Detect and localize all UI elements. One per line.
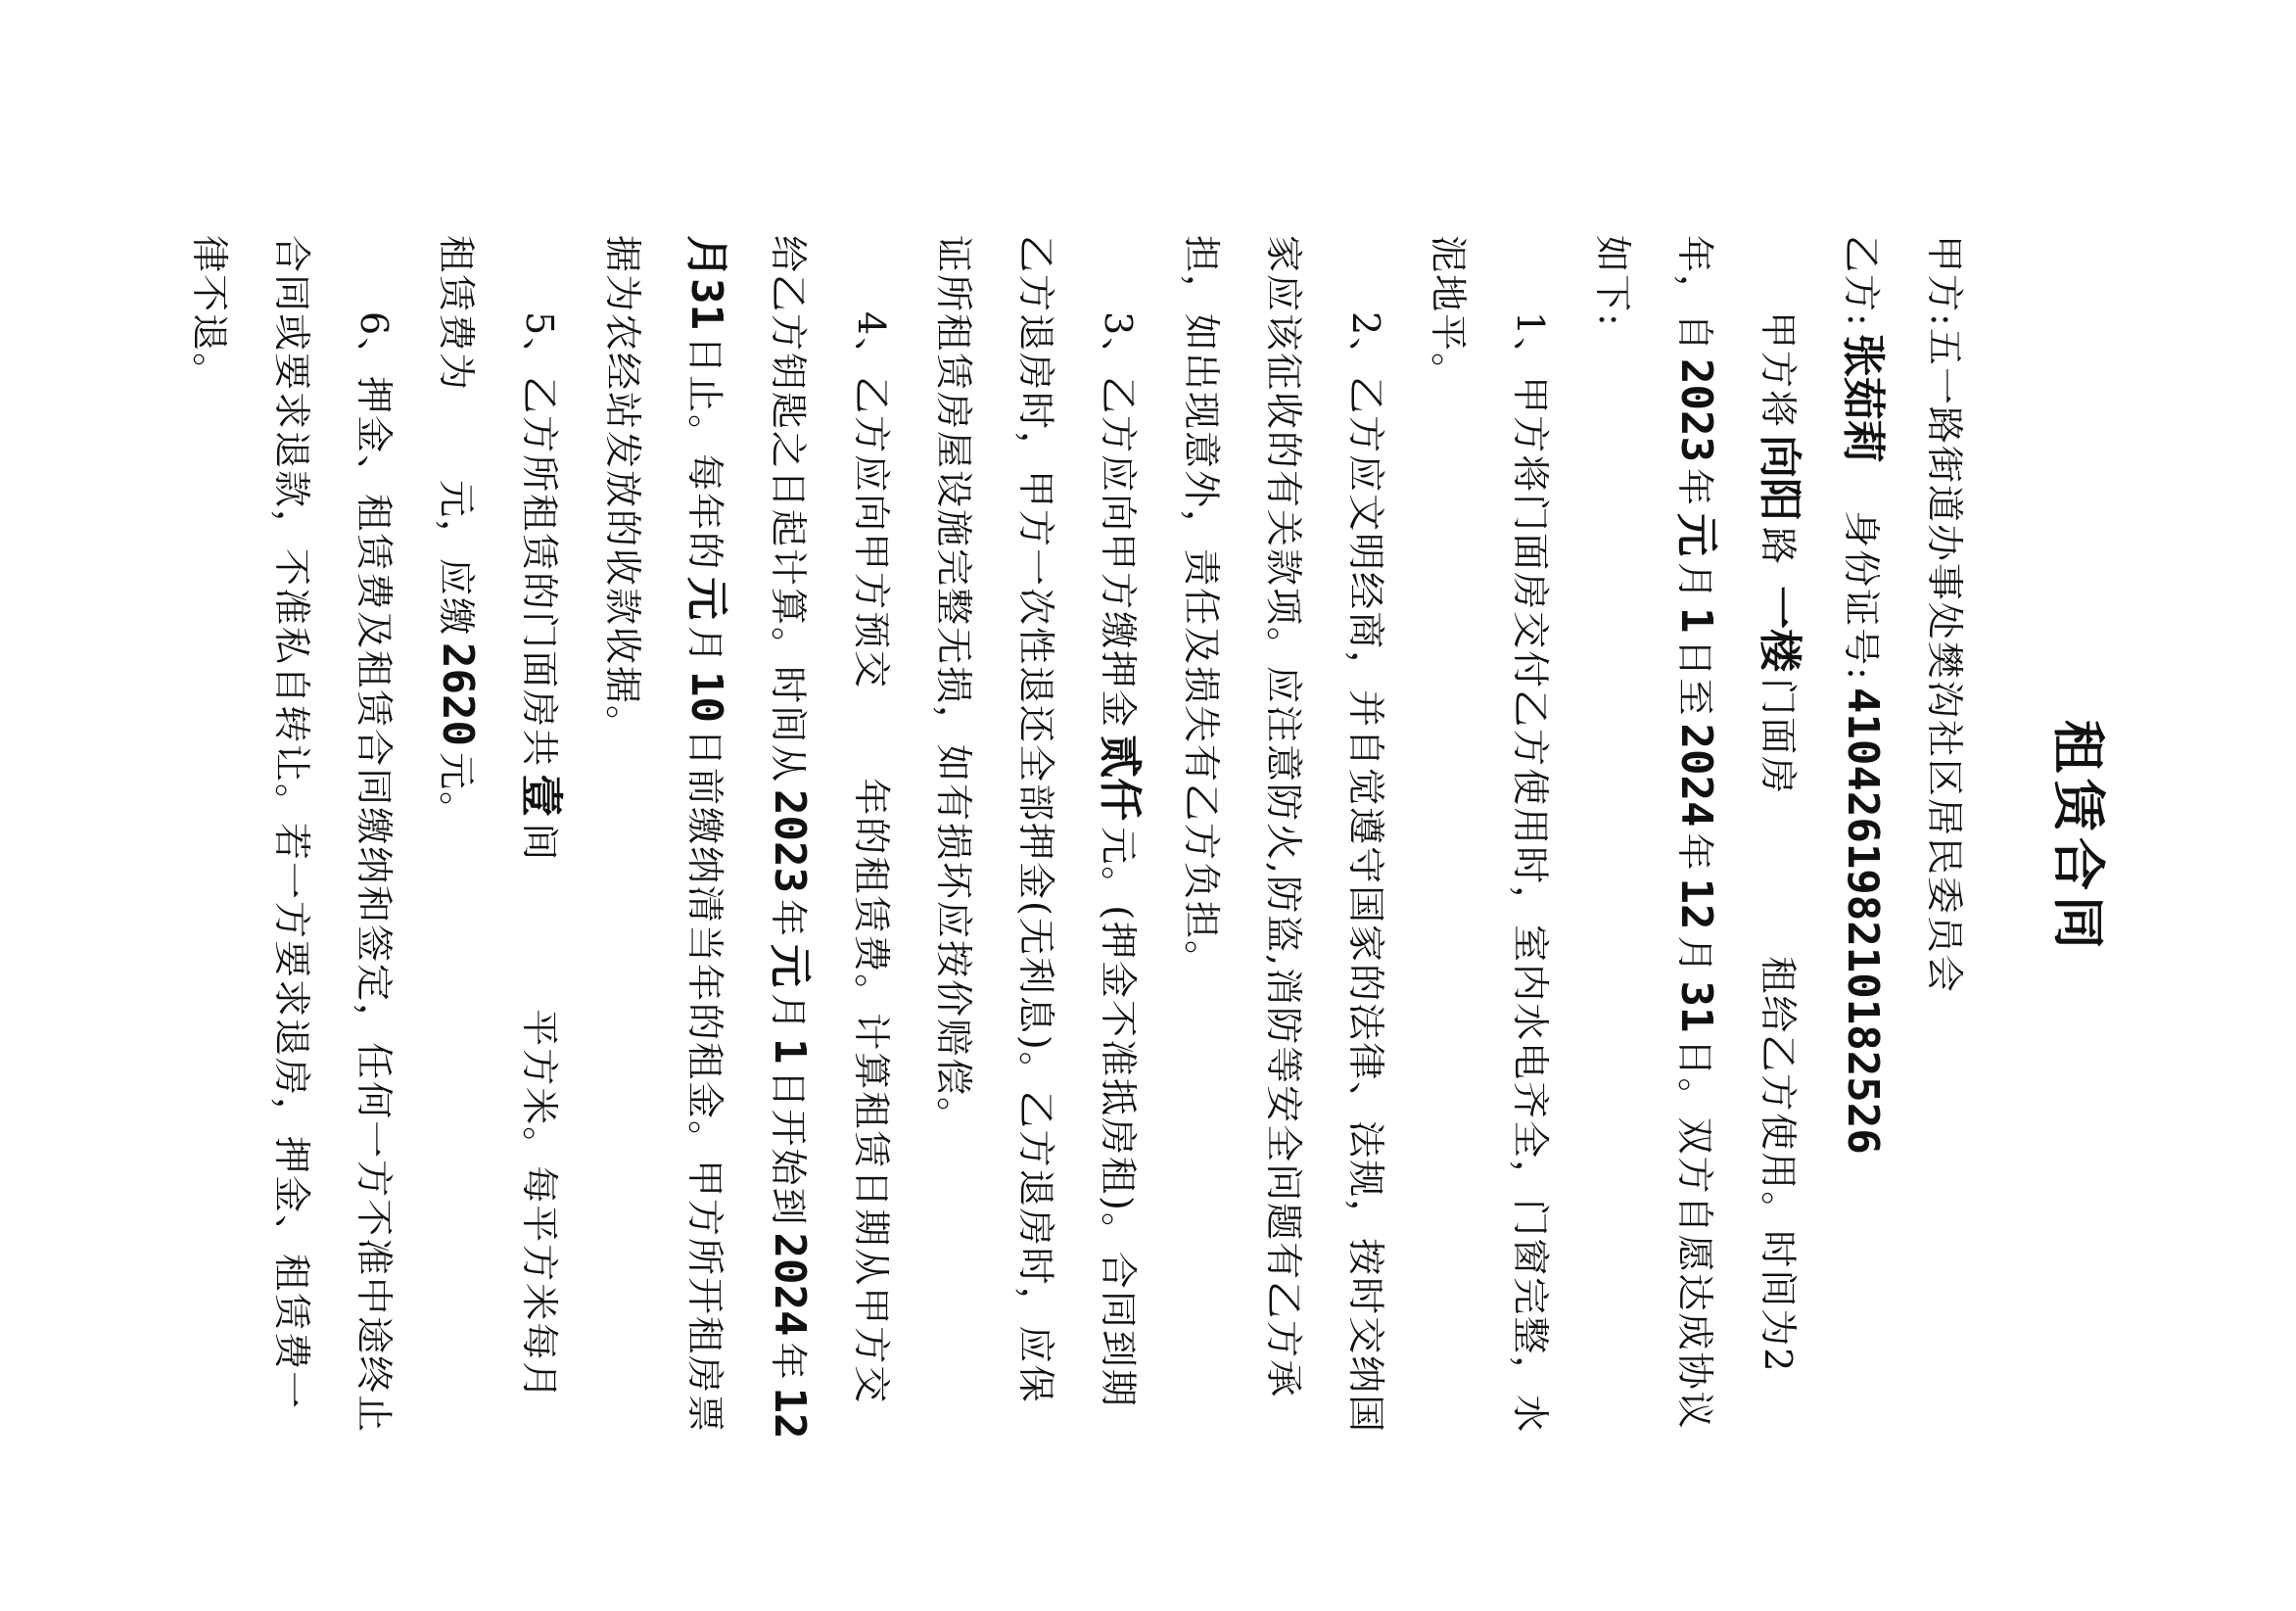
clause-4-start-month: 元: [765, 944, 815, 987]
clause-5-text-d: 元，应缴: [435, 480, 478, 638]
clause-4-start-year: 2023: [765, 789, 815, 893]
intro-text-4: 租给乙方使用。时间为: [1757, 956, 1800, 1349]
clause-5-text-b: 间: [518, 823, 561, 863]
id-number: 410426198210182526: [1838, 687, 1888, 1155]
clause-4-pay-month: 元: [681, 577, 731, 620]
clause-4: [582, 235, 913, 1440]
intro-text-1: 甲方将: [1757, 311, 1800, 430]
clause-5-text-e: 元。: [435, 752, 478, 831]
clause-1: 1、甲方将门面房交付乙方使用时，室内水电齐全，门窗完整，水泥地平。: [1427, 235, 1552, 1435]
clause-4-text-f: 年: [767, 1342, 810, 1382]
intro-text-10: 月: [1673, 935, 1716, 975]
start-year: 2023: [1671, 358, 1721, 462]
intro-text-9: 年: [1673, 832, 1716, 873]
lease-years: 2年: [1673, 235, 1800, 1374]
start-month: 元: [1671, 513, 1721, 557]
id-label: 身份证号:: [1840, 510, 1883, 682]
intro-text-11: 日。双方自愿达成协议如下:: [1591, 235, 1716, 1431]
clause-4-text-e: 日开始到: [767, 1069, 810, 1227]
deposit-amount: 贰仟: [1095, 734, 1145, 822]
clause-4-text-i: 日前缴纳清当年的租金。甲方所开租房票据为农经站发放的收款收据。: [601, 235, 726, 1435]
clause-6: 6、押金、租赁费及租赁合同缴纳和签定，任何一方不准中途终止合同或要求退款，不准私自转让。若一方要求退房，押金、租赁费一律不退。: [188, 235, 396, 1435]
clause-4-pay-day: 10: [681, 671, 731, 723]
party-a-label: 甲方:: [1923, 235, 1966, 328]
rent-amount: 2620: [433, 642, 483, 746]
intro-text-6: 年: [1673, 468, 1716, 508]
end-year: 2024: [1671, 723, 1721, 828]
clause-4-end-year: 2024: [765, 1232, 815, 1337]
clause-4-start-day: 1: [765, 1038, 815, 1065]
end-month: 12: [1671, 877, 1721, 930]
clause-3-text-b: 元。(押金不准抵房租)。合同到期乙方退房时，甲方一次性退还全部押金(无利息)。乙方退房时，应保证所租赁房屋设施完整无损，如有损坏应按价赔偿。: [932, 235, 1140, 1408]
room-count: 壹: [516, 774, 566, 818]
intro-text-7: 月: [1673, 562, 1716, 602]
clause-5-text-a: 5、乙方所租赁的门面房共: [518, 311, 561, 769]
intro-text-8: 日至: [1673, 639, 1716, 718]
clause-2: 2、乙方应文明经商，并自觉遵守国家的法律、法规，按时交纳国家应该征收的有关款项。应注意防火,防盗,消防等安全问题有乙方承担，如出现意外，责任及损失有乙方负担。: [1180, 235, 1387, 1435]
party-b-name: 张茹莉: [1838, 333, 1888, 463]
start-day: 1: [1671, 607, 1721, 634]
clause-4-end-date: 12月31: [681, 235, 815, 1440]
clause-3-text-a: 3、乙方应向甲方缴押金: [1097, 311, 1140, 730]
floor-value: 一楼: [1755, 586, 1804, 673]
intro-text-5: ，自: [1673, 274, 1716, 354]
party-a-line: [1903, 235, 1986, 1440]
end-day: 31: [1671, 980, 1721, 1033]
party-b-label: 乙方:: [1840, 235, 1883, 328]
intro-text-2: 路: [1757, 527, 1800, 567]
intro-text-3: 门面房: [1757, 678, 1800, 796]
intro-paragraph: [1571, 235, 1820, 1440]
clause-5: [415, 235, 582, 1440]
party-a-value: 五一路街道办事处樊沟社区居民委员会: [1923, 327, 1966, 994]
clause-4-text-a: 4、乙方应向甲方预交: [850, 311, 893, 690]
clause-4-text-g: 日止。每年的: [683, 335, 726, 571]
clause-4-text-d: 月: [767, 993, 810, 1033]
clause-5-text-c: 平方米。每平方米每月租赁费为: [435, 235, 561, 1401]
party-b-line: [1820, 235, 1903, 1440]
clause-4-text-c: 年: [767, 898, 810, 938]
document-body: [168, 235, 2120, 1440]
road-name: 向阳: [1755, 435, 1804, 522]
clause-3: [913, 235, 1160, 1440]
clause-4-text-b: 年的租赁费。计算租赁日期从甲方交给乙方钥匙之日起计算。时间从: [767, 235, 893, 1405]
clause-4-text-h: 月: [683, 626, 726, 666]
contract-title: 租赁合同: [2047, 720, 2109, 955]
